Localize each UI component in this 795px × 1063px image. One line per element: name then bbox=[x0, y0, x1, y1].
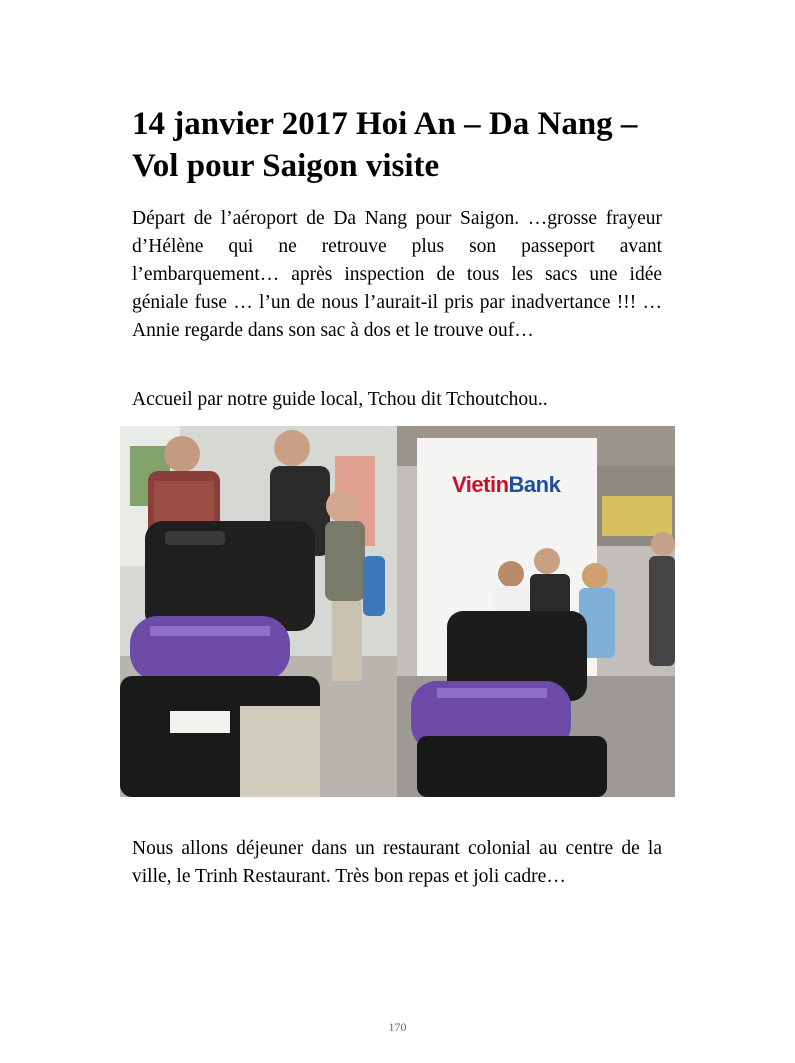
page-title: 14 janvier 2017 Hoi An – Da Nang – Vol pour Saigon visite bbox=[132, 106, 638, 184]
page-number: 170 bbox=[388, 1020, 407, 1034]
photo-vietinbank-group bbox=[397, 426, 675, 797]
photo-airport-travellers bbox=[120, 426, 397, 797]
paragraph-departure: Départ de l’aéroport de Da Nang pour Saigon. …grosse frayeur d’Hélène qui ne retrouve plus son passeport avant l’embarquement… après inspection de tous les sacs une idée géniale fuse … l’un de nous l’aurait-il pris par inadvertance !!! … Annie regarde dans son sac à dos et le trouve ouf… bbox=[132, 208, 662, 341]
vietinbank-sign-part1: Vietin bbox=[452, 472, 509, 497]
paragraph-restaurant: Nous allons déjeuner dans un restaurant colonial au centre de la ville, le Trinh Restaurant. Très bon repas et joli cadre… bbox=[132, 838, 662, 887]
vietinbank-sign bbox=[452, 472, 560, 498]
paragraph-welcome: Accueil par notre guide local, Tchou dit Tchoutchou.. bbox=[132, 389, 548, 410]
vietinbank-sign-part2: Bank bbox=[508, 472, 561, 497]
